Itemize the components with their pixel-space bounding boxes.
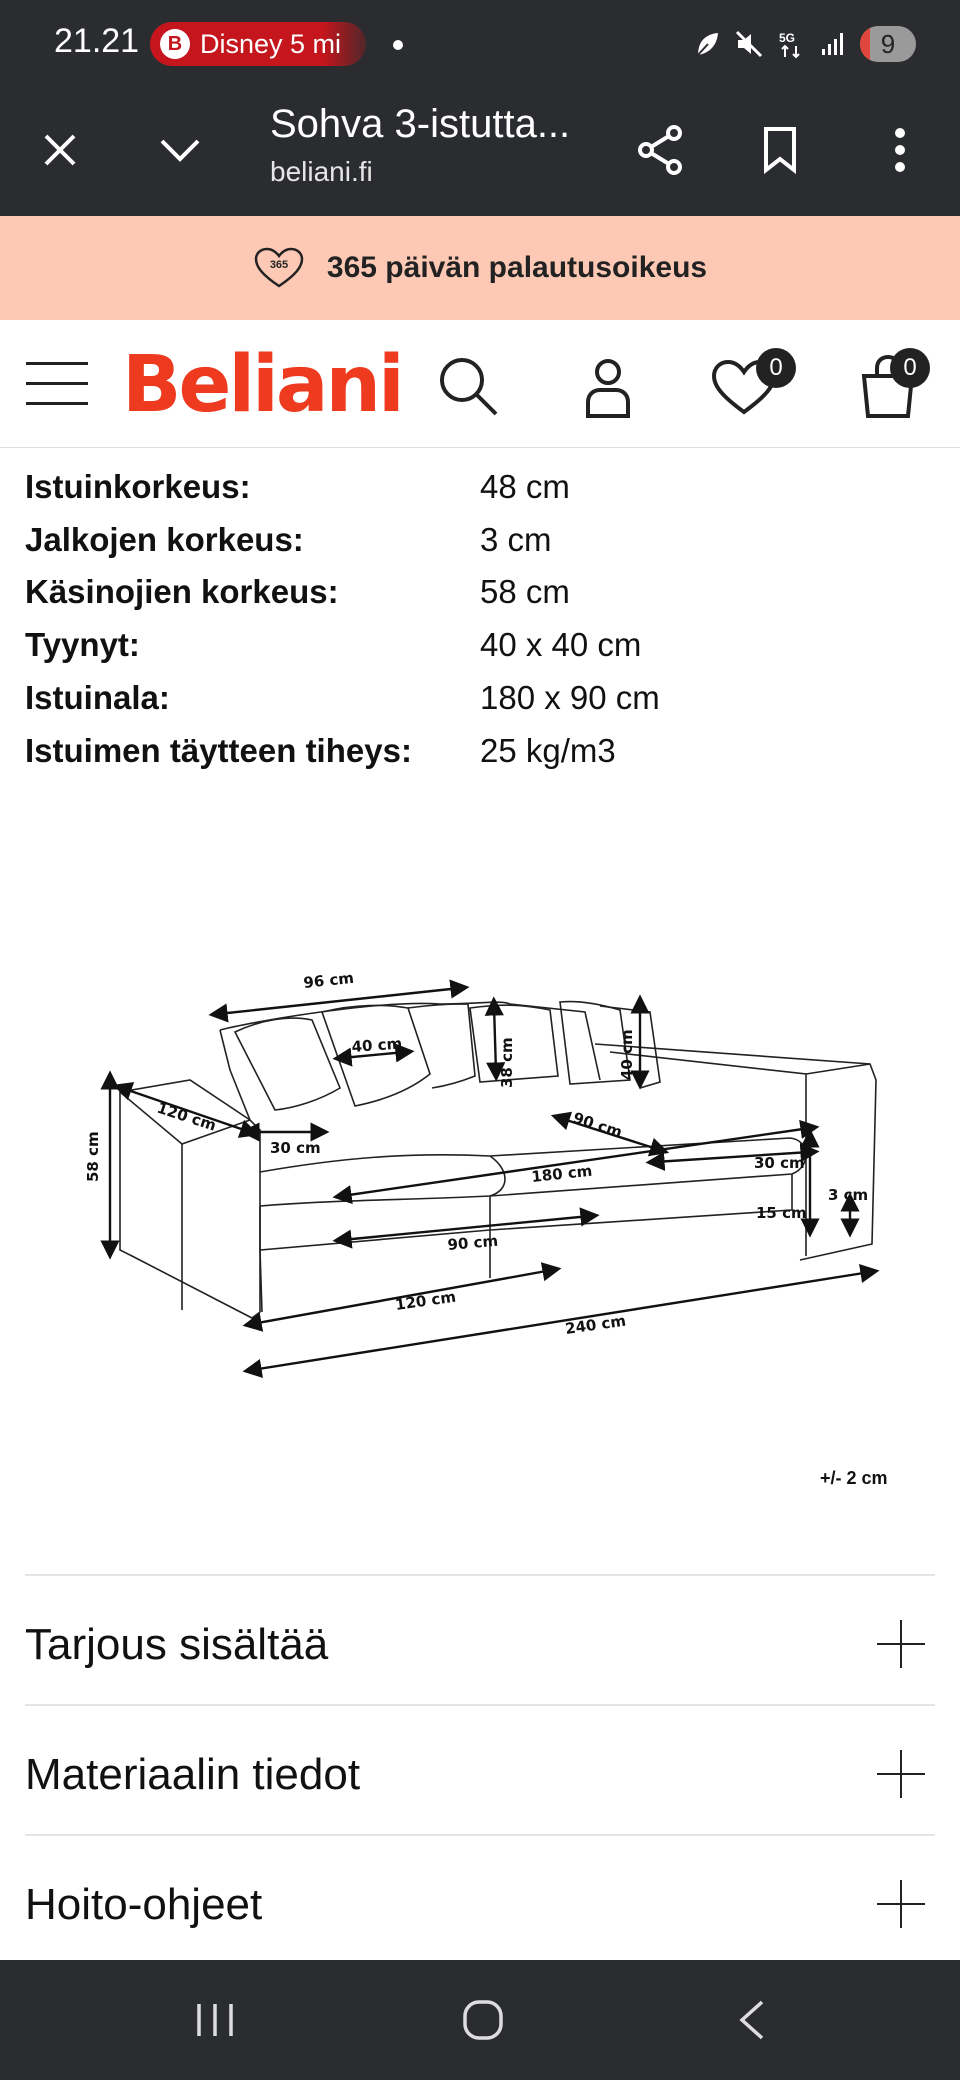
dim-label: 90 cm bbox=[570, 1108, 625, 1142]
back-button[interactable] bbox=[716, 1990, 786, 2050]
accordion-material-info[interactable] bbox=[25, 1704, 935, 1834]
status-icons bbox=[692, 22, 916, 66]
accordion-label: Hoito-ohjeet bbox=[25, 1880, 263, 1929]
recent-apps-icon bbox=[193, 2000, 237, 2040]
notification-dot-icon bbox=[393, 40, 403, 50]
accordion-care-instructions[interactable] bbox=[25, 1834, 935, 1964]
search-icon[interactable] bbox=[432, 350, 504, 422]
spec-value: 3 cm bbox=[480, 521, 552, 558]
spec-label: Käsinojien korkeus: bbox=[25, 573, 339, 610]
promo-badge: 365 bbox=[269, 259, 289, 271]
notification-pill[interactable] bbox=[150, 22, 366, 66]
more-options-button[interactable] bbox=[868, 118, 932, 182]
dim-label: 240 cm bbox=[564, 1311, 628, 1338]
wishlist-count-badge: 0 bbox=[756, 348, 796, 388]
spec-label: Tyynyt: bbox=[25, 626, 140, 663]
dim-label: 120 cm bbox=[154, 1098, 219, 1135]
menu-icon[interactable] bbox=[26, 362, 88, 410]
close-button[interactable] bbox=[28, 118, 92, 182]
beliani-logo[interactable]: Beliani bbox=[122, 340, 402, 430]
dimension-tolerance: +/- 2 cm bbox=[820, 1468, 888, 1488]
spec-label: Istuimen täytteen tiheys: bbox=[25, 732, 412, 769]
dim-label: 15 cm bbox=[756, 1204, 807, 1222]
dim-label: 96 cm bbox=[302, 968, 355, 992]
battery-level: 9 bbox=[880, 28, 896, 59]
dim-label: 40 cm bbox=[351, 1034, 403, 1056]
spec-value: 58 cm bbox=[480, 573, 570, 610]
dim-label: 120 cm bbox=[394, 1287, 458, 1314]
share-icon bbox=[636, 124, 684, 176]
mute-icon bbox=[734, 29, 764, 59]
notification-text: Disney 5 mi bbox=[200, 28, 342, 59]
more-vert-icon bbox=[894, 127, 906, 173]
status-time: 21.21 bbox=[54, 22, 140, 60]
5g-icon bbox=[776, 29, 806, 59]
browser-toolbar bbox=[0, 88, 960, 216]
bookmark-button[interactable] bbox=[748, 118, 812, 182]
chevron-down-icon bbox=[158, 135, 202, 165]
spec-label: Jalkojen korkeus: bbox=[25, 521, 304, 558]
dim-label: 38 cm bbox=[498, 1037, 516, 1088]
spec-value: 25 kg/m3 bbox=[480, 732, 616, 769]
system-nav-bar bbox=[0, 1960, 960, 2080]
dim-label: 180 cm bbox=[530, 1161, 594, 1186]
signal-icon bbox=[818, 29, 848, 59]
plus-icon[interactable] bbox=[877, 1750, 925, 1798]
page-title: Sohva 3-istutta... bbox=[270, 102, 571, 146]
dim-label: 90 cm bbox=[446, 1231, 499, 1254]
accordion-label: Materiaalin tiedot bbox=[25, 1750, 361, 1799]
dim-label: 3 cm bbox=[828, 1186, 869, 1204]
spec-value: 40 x 40 cm bbox=[480, 626, 642, 663]
leaf-icon bbox=[692, 29, 722, 59]
dim-label: 58 cm bbox=[84, 1131, 102, 1182]
close-icon bbox=[40, 130, 80, 170]
home-button[interactable] bbox=[448, 1990, 518, 2050]
spec-label: Istuinkorkeus: bbox=[25, 468, 251, 505]
spec-value: 48 cm bbox=[480, 468, 570, 505]
dim-label: 40 cm bbox=[618, 1029, 636, 1080]
cart-count-badge: 0 bbox=[890, 348, 930, 388]
dim-label: 30 cm bbox=[754, 1154, 805, 1172]
minimize-button[interactable] bbox=[148, 118, 212, 182]
status-bar bbox=[0, 0, 960, 88]
svg-text:5G: 5G bbox=[779, 31, 796, 45]
recent-apps-button[interactable] bbox=[180, 1990, 250, 2050]
site-header bbox=[0, 320, 960, 448]
plus-icon[interactable] bbox=[877, 1880, 925, 1928]
user-icon[interactable] bbox=[572, 350, 644, 422]
notification-app-icon: B bbox=[160, 29, 190, 59]
dim-label: 30 cm bbox=[270, 1139, 321, 1157]
home-icon bbox=[459, 1996, 507, 2044]
promo-banner[interactable] bbox=[0, 216, 960, 320]
battery-icon bbox=[860, 26, 916, 62]
plus-icon[interactable] bbox=[877, 1620, 925, 1668]
bookmark-icon bbox=[762, 126, 798, 174]
sofa-dimension-diagram bbox=[80, 960, 900, 1400]
heart-365-icon bbox=[253, 246, 305, 290]
spec-value: 180 x 90 cm bbox=[480, 679, 660, 716]
accordion-label: Tarjous sisältää bbox=[25, 1620, 329, 1669]
spec-label: Istuinala: bbox=[25, 679, 170, 716]
back-icon bbox=[734, 1998, 768, 2042]
page-url: beliani.fi bbox=[270, 156, 373, 187]
promo-text: 365 päivän palautusoikeus bbox=[326, 251, 708, 284]
accordion-offer-contents[interactable] bbox=[25, 1574, 935, 1704]
share-button[interactable] bbox=[628, 118, 692, 182]
